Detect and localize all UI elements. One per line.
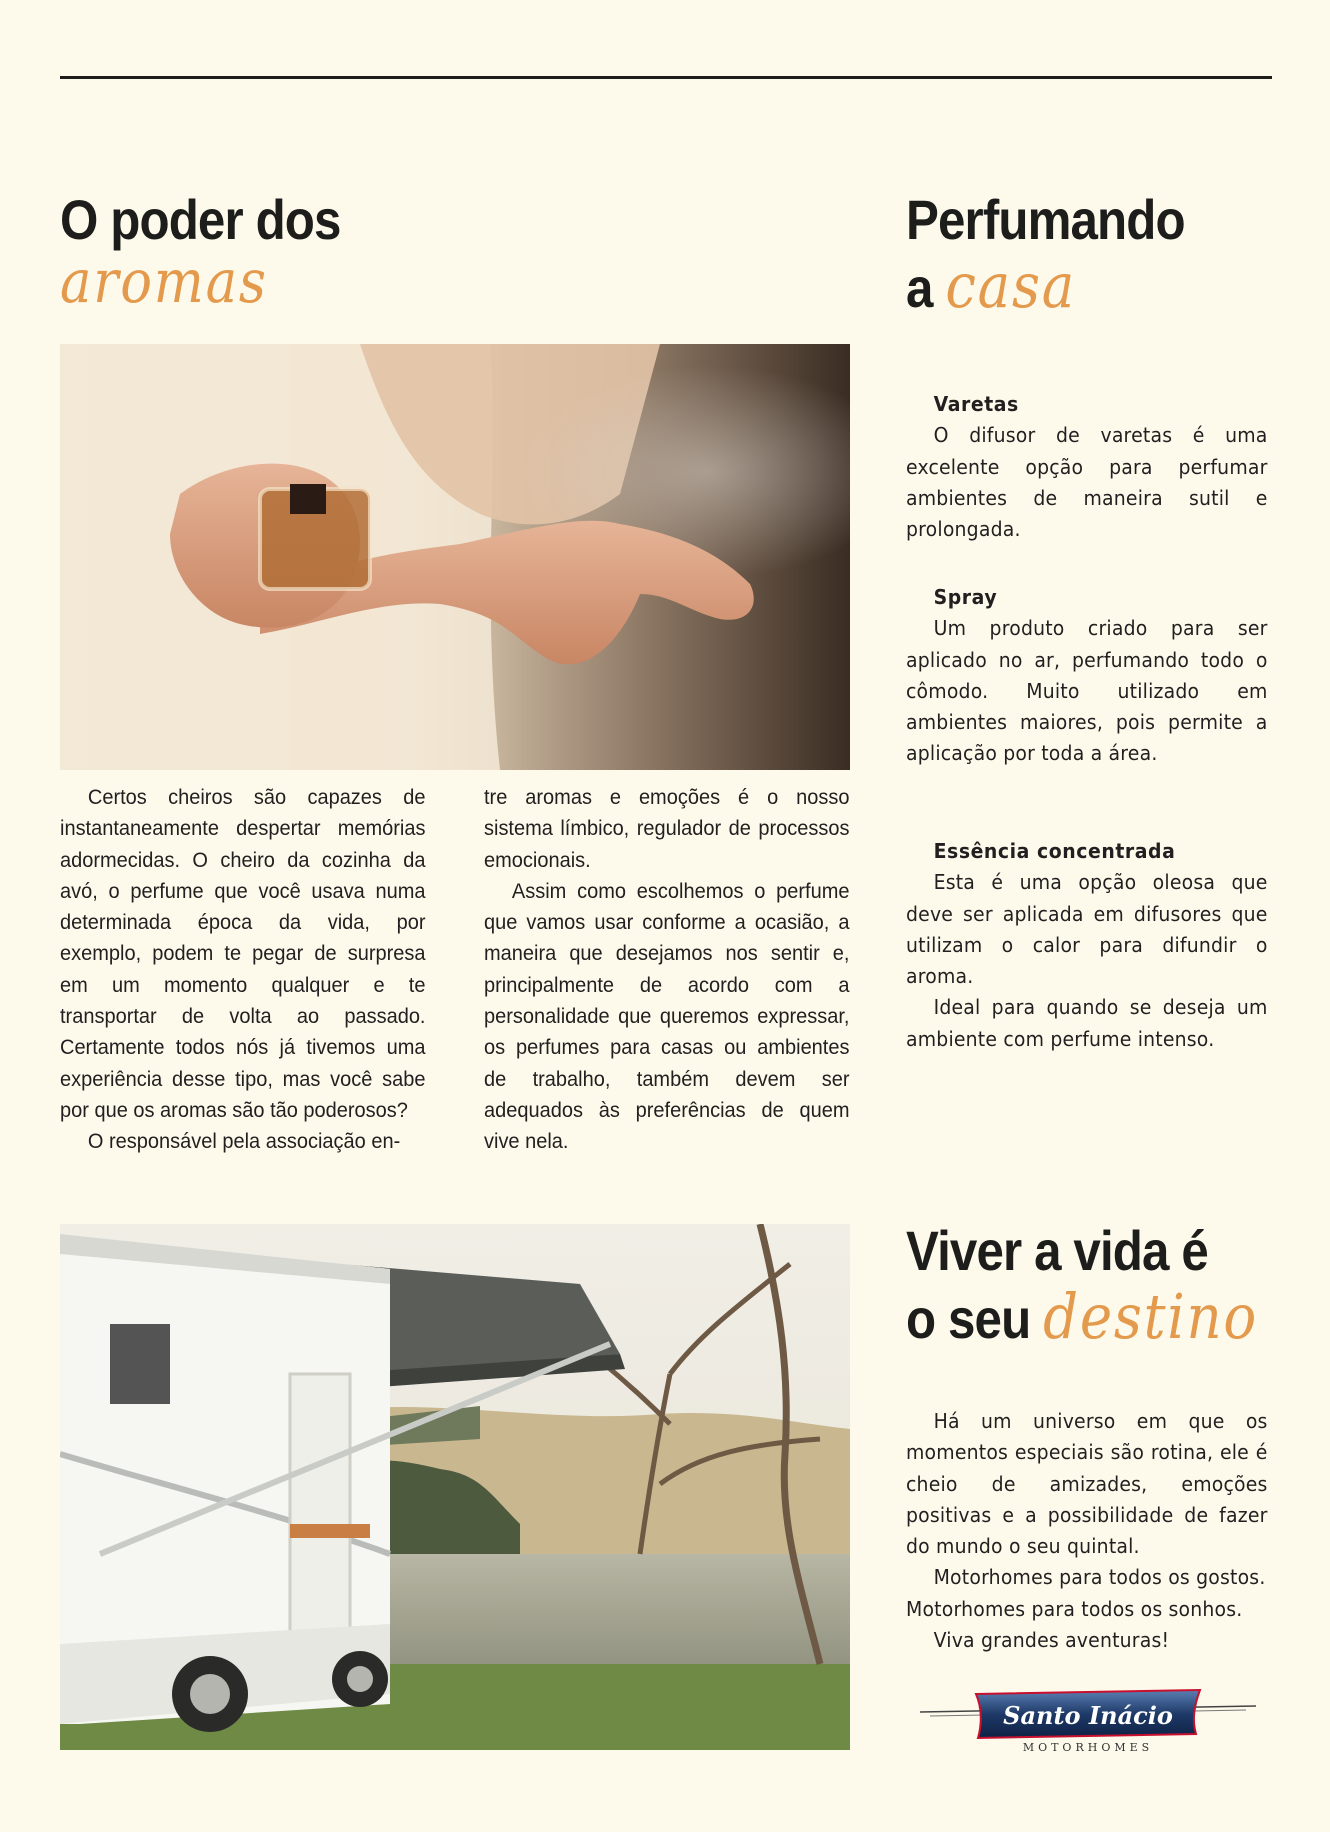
section3-paragraph: Há um universo em que os momentos especiais são rotina, ele é cheio de amizades, emoções positivas e a possibilidade de fazer do mundo o seu quintal. [906,1409,1268,1559]
section3-line: Motorhomes para todos os sonhos. [906,1596,1243,1621]
item-varetas [906,389,1268,545]
title-perfumando-a-casa [906,187,1185,321]
item-heading: Varetas [933,392,1019,416]
title-line: Viver a vida é [906,1219,1208,1282]
section1-paragraph-2-start: O responsável pela associação en- [87,1129,401,1154]
section3-text [906,1406,1268,1656]
logo-brand-text: Santo Inácio [1003,1701,1173,1730]
title-line: O poder dos [60,188,341,251]
title-prefix: a [906,256,933,319]
item-paragraph: Um produto criado para ser aplicado no ar, perfumando todo o cômodo. Muito utilizado em ambientes maiores, pois permite a aplicação por toda a área. [906,616,1268,766]
logo-tagline-text: MOTORHOMES [1022,1741,1154,1754]
santo-inacio-logo [920,1686,1256,1754]
item-paragraph: O difusor de varetas é uma excelente opção para perfumar ambientes de maneira sutil e prolongada. [906,423,1268,542]
title-viver-a-vida [906,1218,1258,1352]
title-o-poder-dos-aromas [60,187,341,315]
item-spray [906,582,1268,770]
section1-paragraph-1: Certos cheiros são capazes de instantaneamente despertar memórias adormecidas. O cheiro da cozinha da avó, o perfume que você usava numa determinada época da vida, por exemplo, podem te pegar de surpresa em um momento qualquer e te transportar de volta ao passado. Certamente todos nós já tivemos uma experiência desse tipo, mas você sabe por que os aromas são tão poderosos? [60,785,426,1122]
top-rule [60,76,1272,79]
section1-column-2 [484,782,849,1158]
item-paragraph: Ideal para quando se deseja um ambiente com perfume intenso. [906,995,1268,1051]
section3-line: Viva grandes aventuras! [933,1628,1170,1653]
title-script-word: aromas [60,247,268,317]
section1-column-1 [60,782,425,1158]
motorhome-photo [60,1224,850,1750]
item-heading: Essência concentrada [933,839,1176,863]
title-script-word: destino [1043,1280,1259,1353]
section1-paragraph-3: Assim como escolhemos o perfume que vamos usar conforme a ocasião, a maneira que desejamos nos sentir e, principalmente de acordo com a personalidade que queremos expressar, os perfumes para casas ou ambientes de trabalho, também devem ser adequados às preferências de quem vive nela. [484,878,850,1154]
section1-paragraph-2-end: tre aromas e emoções é o nosso sistema límbico, regulador de processos emocionais. [484,785,850,872]
section3-line: Motorhomes para todos os gostos. [933,1565,1266,1590]
item-paragraph: Esta é uma opção oleosa que deve ser aplicada em difusores que utilizam o calor para difundir o aroma. [906,870,1268,989]
title-script-word: casa [945,249,1077,322]
item-heading: Spray [933,585,998,609]
item-essencia [906,836,1268,1055]
title-prefix: o seu [906,1287,1031,1350]
perfume-photo [60,344,850,770]
title-line: Perfumando [906,188,1185,251]
